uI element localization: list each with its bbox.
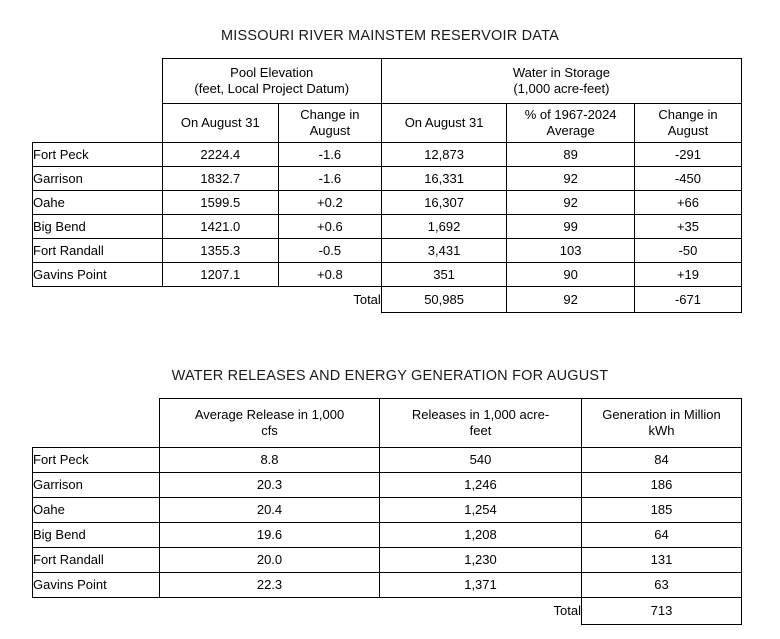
total-storage-change: -671 bbox=[634, 287, 741, 313]
cell-releases: 1,254 bbox=[380, 498, 582, 523]
cell-storage-change: -450 bbox=[634, 167, 741, 191]
table-row bbox=[33, 143, 742, 167]
cell-releases: 1,246 bbox=[380, 473, 582, 498]
cell-pool-elev: 1421.0 bbox=[162, 215, 278, 239]
cell-storage-change: -50 bbox=[634, 239, 741, 263]
group-header-water-in-storage-line2: (1,000 acre-feet) bbox=[513, 81, 610, 96]
column-header-generation bbox=[582, 399, 742, 448]
cell-generation: 186 bbox=[582, 473, 742, 498]
table-row bbox=[33, 167, 742, 191]
cell-avg-release: 20.4 bbox=[160, 498, 380, 523]
cell-storage-change: +35 bbox=[634, 215, 741, 239]
cell-avg-release: 20.0 bbox=[160, 548, 380, 573]
row-label: Fort Peck bbox=[33, 143, 163, 167]
table-row bbox=[33, 573, 742, 598]
group-header-pool-elevation bbox=[162, 59, 381, 104]
cell-avg-release: 19.6 bbox=[160, 523, 380, 548]
row-label: Fort Randall bbox=[33, 239, 163, 263]
cell-pct-avg: 103 bbox=[507, 239, 635, 263]
row-label: Garrison bbox=[33, 473, 160, 498]
total-label: Total bbox=[553, 603, 581, 619]
cell-generation: 64 bbox=[582, 523, 742, 548]
cell-storage-change: +66 bbox=[634, 191, 741, 215]
cell-pool-change: +0.8 bbox=[278, 263, 381, 287]
column-header-percent-of-average-line2: Average bbox=[546, 123, 595, 138]
total-pct-avg: 92 bbox=[507, 287, 635, 313]
cell-storage-change: -291 bbox=[634, 143, 741, 167]
total-generation: 713 bbox=[582, 598, 742, 625]
column-header-percent-of-average bbox=[507, 104, 635, 143]
row-label: Fort Randall bbox=[33, 548, 160, 573]
column-header-row bbox=[33, 104, 742, 143]
cell-generation: 131 bbox=[582, 548, 742, 573]
cell-pct-avg: 89 bbox=[507, 143, 635, 167]
table-row bbox=[33, 523, 742, 548]
row-label: Big Bend bbox=[33, 215, 163, 239]
group-header-pool-elevation-line2: (feet, Local Project Datum) bbox=[194, 81, 350, 96]
column-header-average-release-line1: Average Release in 1,000 bbox=[194, 407, 345, 423]
column-header-average-release bbox=[160, 399, 380, 448]
cell-storage: 1,692 bbox=[381, 215, 507, 239]
cell-storage: 351 bbox=[381, 263, 507, 287]
cell-storage-change: +19 bbox=[634, 263, 741, 287]
releases-generation-table bbox=[32, 398, 742, 625]
table-row bbox=[33, 548, 742, 573]
cell-storage: 16,307 bbox=[381, 191, 507, 215]
cell-pct-avg: 92 bbox=[507, 191, 635, 215]
cell-pool-elev: 2224.4 bbox=[162, 143, 278, 167]
column-header-storage-change-line1: Change in bbox=[658, 107, 718, 123]
releases-table-title: WATER RELEASES AND ENERGY GENERATION FOR AUGUST bbox=[171, 368, 609, 384]
row-label: Gavins Point bbox=[33, 573, 160, 598]
total-spacer bbox=[33, 598, 160, 625]
corner-spacer bbox=[33, 59, 163, 104]
cell-generation: 63 bbox=[582, 573, 742, 598]
cell-storage: 16,331 bbox=[381, 167, 507, 191]
total-row bbox=[33, 598, 742, 625]
corner-spacer bbox=[33, 399, 160, 448]
cell-pool-change: -1.6 bbox=[278, 167, 381, 191]
row-label: Fort Peck bbox=[33, 448, 160, 473]
group-header-water-in-storage-line1: Water in Storage bbox=[512, 65, 610, 81]
column-header-row bbox=[33, 399, 742, 448]
reservoir-table-title: MISSOURI RIVER MAINSTEM RESERVOIR DATA bbox=[221, 28, 559, 44]
row-label: Oahe bbox=[33, 191, 163, 215]
cell-avg-release: 20.3 bbox=[160, 473, 380, 498]
column-header-releases bbox=[380, 399, 582, 448]
column-header-generation-line2: kWh bbox=[648, 423, 675, 438]
cell-generation: 185 bbox=[582, 498, 742, 523]
column-header-pool-change-line1: Change in bbox=[300, 107, 360, 123]
cell-pct-avg: 99 bbox=[507, 215, 635, 239]
group-header-pool-elevation-line1: Pool Elevation bbox=[230, 65, 314, 81]
cell-releases: 1,371 bbox=[380, 573, 582, 598]
column-header-average-release-line2: cfs bbox=[261, 423, 278, 438]
column-header-storage-on-august-31 bbox=[381, 104, 507, 143]
row-label: Gavins Point bbox=[33, 263, 163, 287]
total-spacer bbox=[33, 287, 163, 313]
column-header-storage-change-line2: August bbox=[667, 123, 709, 138]
cell-releases: 1,208 bbox=[380, 523, 582, 548]
cell-pool-elev: 1355.3 bbox=[162, 239, 278, 263]
cell-storage: 12,873 bbox=[381, 143, 507, 167]
row-label: Garrison bbox=[33, 167, 163, 191]
cell-avg-release: 8.8 bbox=[160, 448, 380, 473]
cell-pool-change: -1.6 bbox=[278, 143, 381, 167]
table-row bbox=[33, 473, 742, 498]
cell-pool-change: +0.2 bbox=[278, 191, 381, 215]
table-row bbox=[33, 263, 742, 287]
cell-pct-avg: 90 bbox=[507, 263, 635, 287]
table-row bbox=[33, 498, 742, 523]
column-header-pool-change-in-august bbox=[278, 104, 381, 143]
column-header-percent-of-average-line1: % of 1967-2024 bbox=[524, 107, 617, 123]
column-header-pool-change-line2: August bbox=[309, 123, 351, 138]
total-row bbox=[33, 287, 742, 313]
reservoir-data-table bbox=[32, 58, 742, 313]
table-row bbox=[33, 191, 742, 215]
cell-pool-change: -0.5 bbox=[278, 239, 381, 263]
column-header-generation-line1: Generation in Million bbox=[602, 407, 721, 423]
corner-spacer-2 bbox=[33, 104, 163, 143]
column-header-storage-change-in-august bbox=[634, 104, 741, 143]
cell-pool-elev: 1207.1 bbox=[162, 263, 278, 287]
cell-releases: 1,230 bbox=[380, 548, 582, 573]
group-header-row bbox=[33, 59, 742, 104]
table-row bbox=[33, 239, 742, 263]
column-header-releases-line1: Releases in 1,000 acre- bbox=[411, 407, 550, 423]
column-header-pool-on-august-31 bbox=[162, 104, 278, 143]
cell-pct-avg: 92 bbox=[507, 167, 635, 191]
cell-avg-release: 22.3 bbox=[160, 573, 380, 598]
cell-generation: 84 bbox=[582, 448, 742, 473]
row-label: Oahe bbox=[33, 498, 160, 523]
total-spacer-2 bbox=[162, 287, 278, 313]
cell-storage: 3,431 bbox=[381, 239, 507, 263]
cell-pool-elev: 1599.5 bbox=[162, 191, 278, 215]
cell-pool-elev: 1832.7 bbox=[162, 167, 278, 191]
table-row bbox=[33, 215, 742, 239]
cell-releases: 540 bbox=[380, 448, 582, 473]
total-label: Total bbox=[353, 291, 381, 307]
column-header-pool-on-august-31-line1: On August 31 bbox=[180, 115, 260, 131]
total-storage: 50,985 bbox=[381, 287, 507, 313]
row-label: Big Bend bbox=[33, 523, 160, 548]
column-header-storage-on-august-31-line1: On August 31 bbox=[404, 115, 484, 131]
column-header-releases-line2: feet bbox=[469, 423, 492, 438]
table-row bbox=[33, 448, 742, 473]
cell-pool-change: +0.6 bbox=[278, 215, 381, 239]
group-header-water-in-storage bbox=[381, 59, 741, 104]
total-spacer-2 bbox=[160, 598, 380, 625]
